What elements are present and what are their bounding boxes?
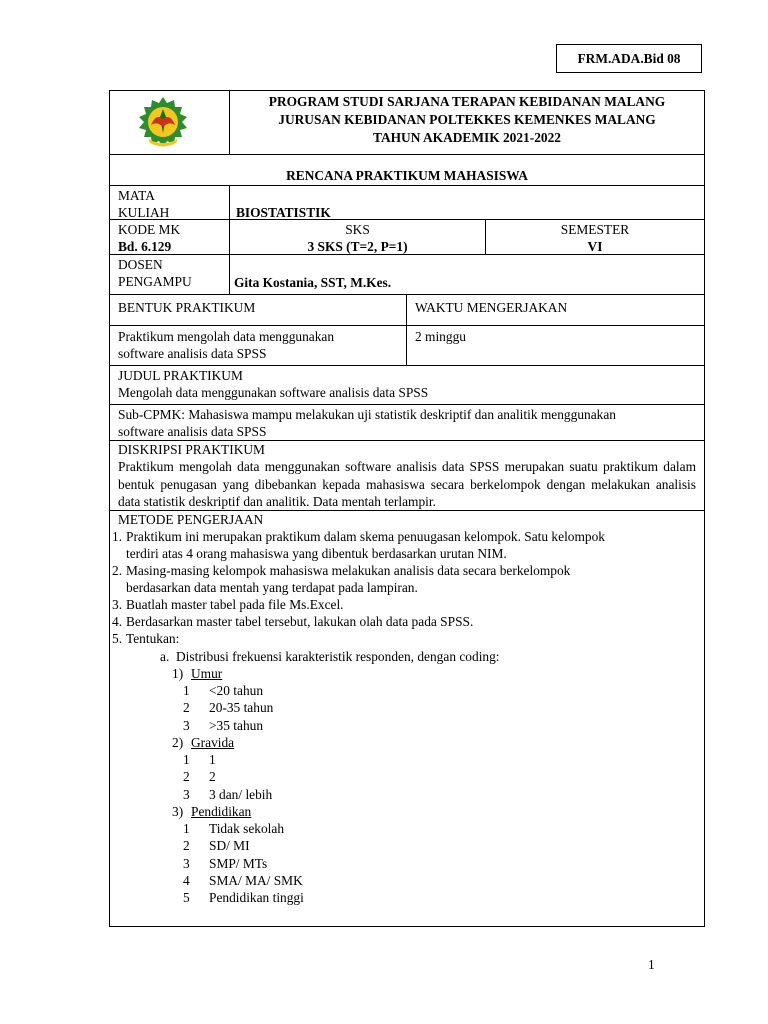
kemenkes-logo-icon (134, 95, 192, 151)
semester-value: VI (587, 239, 603, 254)
mata-kuliah-label-2: KULIAH (118, 205, 170, 220)
sks-label: SKS (345, 222, 370, 237)
sub-a-num: a. (160, 649, 170, 664)
page-number: 1 (648, 957, 655, 972)
group-umur-num: 1) (172, 666, 184, 681)
umur-text-3: >35 tahun (209, 718, 264, 733)
metode-section (110, 511, 704, 926)
metode-label: METODE PENGERJAAN (118, 512, 264, 527)
institution-heading (229, 91, 704, 154)
semester-cell (485, 220, 704, 254)
pendidikan-text-5: Pendidikan tinggi (209, 890, 304, 905)
pendidikan-code-3: 3 (183, 856, 190, 871)
logo-cell (110, 91, 229, 154)
header-line-1: PROGRAM STUDI SARJANA TERAPAN KEBIDANAN MALANG (268, 94, 666, 109)
pendidikan-code-1: 1 (183, 821, 190, 836)
sks-value: 3 SKS (T=2, P=1) (307, 239, 408, 254)
subcpmk-line-1: Sub-CPMK: Mahasiswa mampu melakukan uji statistik deskriptif dan analitik menggunakan (118, 407, 616, 422)
deskripsi-text: Praktikum mengolah data menggunakan software analisis data SPSS merupakan suatu praktikum dalam bentuk penugasan yang dibebankan kepada mahasiswa secara berkelompok dengan melakukan analisis data statistik deskriptif dan analitik. Data mentah terlampir. (118, 459, 696, 509)
step-1-line-1: Praktikum ini merupakan praktikum dalam skema penuugasan kelompok. Satu kelompok (126, 529, 605, 544)
header-line-2: JURUSAN KEBIDANAN POLTEKKES KEMENKES MALANG (278, 112, 656, 127)
judul-row (110, 366, 704, 405)
step-1-line-2: terdiri atas 4 orang mahasiswa yang dibentuk berdasarkan urutan NIM. (126, 546, 507, 561)
kode-mk-value: Bd. 6.129 (118, 239, 172, 254)
dosen-label-2: PENGAMPU (118, 274, 192, 289)
header-line-3: TAHUN AKADEMIK 2021-2022 (373, 130, 561, 145)
bentuk-value-line-2: software analisis data SPSS (118, 346, 267, 361)
bentuk-waktu-value-row (110, 326, 704, 366)
gravida-code-1: 1 (183, 752, 190, 767)
mata-kuliah-value: BIOSTATISTIK (229, 186, 704, 219)
mata-kuliah-label-1: MATA (118, 188, 155, 203)
pendidikan-code-2: 2 (183, 838, 190, 853)
mata-kuliah-row (110, 186, 704, 220)
deskripsi-label: DISKRIPSI PRAKTIKUM (118, 442, 265, 457)
bentuk-value (110, 326, 406, 365)
pendidikan-text-1: Tidak sekolah (209, 821, 285, 836)
doc-title: RENCANA PRAKTIKUM MAHASISWA (286, 168, 528, 183)
waktu-value: 2 minggu (406, 326, 704, 365)
gravida-text-3: 3 dan/ lebih (209, 787, 273, 802)
pendidikan-code-5: 5 (183, 890, 190, 905)
gravida-code-3: 3 (183, 787, 190, 802)
umur-text-2: 20-35 tahun (209, 700, 274, 715)
gravida-text-2: 2 (209, 769, 216, 784)
step-2-line-2: berdasarkan data mentah yang terdapat pada lampiran. (126, 580, 418, 595)
umur-code-1: 1 (183, 683, 190, 698)
step-3-num: 3. (112, 597, 123, 612)
dosen-label (110, 255, 229, 294)
header-row (110, 91, 704, 155)
dosen-row (110, 255, 704, 295)
bentuk-label: BENTUK PRAKTIKUM (118, 300, 256, 315)
group-pendidikan-title: Pendidikan (191, 804, 252, 819)
subcpmk-cell (110, 405, 704, 440)
kode-mk-label: KODE MK (118, 222, 181, 237)
waktu-label: WAKTU MENGERJAKAN (406, 295, 704, 325)
kode-sks-semester-row (110, 220, 704, 255)
bentuk-value-line-1: Praktikum mengolah data menggunakan (118, 329, 335, 344)
mata-kuliah-label (110, 186, 229, 219)
step-4-num: 4. (112, 614, 123, 629)
subcpmk-row (110, 405, 704, 441)
dosen-label-1: DOSEN (118, 257, 163, 272)
gravida-text-1: 1 (209, 752, 216, 767)
group-umur-title: Umur (191, 666, 223, 681)
judul-value: Mengolah data menggunakan software analisis data SPSS (118, 385, 429, 400)
pendidikan-text-3: SMP/ MTs (209, 856, 268, 871)
step-5-line-1: Tentukan: (126, 631, 180, 646)
step-2-num: 2. (112, 563, 123, 578)
pendidikan-text-4: SMA/ MA/ SMK (209, 873, 303, 888)
judul-cell (110, 366, 704, 401)
step-4-line-1: Berdasarkan master tabel tersebut, lakukan olah data pada SPSS. (126, 614, 474, 629)
kode-mk-cell (110, 220, 229, 254)
step-1-num: 1. (112, 529, 123, 544)
gravida-code-2: 2 (183, 769, 190, 784)
form-code: FRM.ADA.Bid 08 (556, 44, 702, 73)
umur-code-2: 2 (183, 700, 190, 715)
document-table (109, 90, 705, 927)
subcpmk-line-2: software analisis data SPSS (118, 424, 267, 439)
title-row (110, 155, 704, 186)
group-gravida-num: 2) (172, 735, 184, 750)
sks-cell (229, 220, 485, 254)
step-5-num: 5. (112, 631, 123, 646)
semester-label: SEMESTER (560, 222, 630, 237)
group-gravida-title: Gravida (191, 735, 235, 750)
umur-text-1: <20 tahun (209, 683, 264, 698)
step-2-line-1: Masing-masing kelompok mahasiswa melakukan analisis data secara berkelompok (126, 563, 571, 578)
bentuk-waktu-header-row (110, 295, 704, 326)
umur-code-3: 3 (183, 718, 190, 733)
group-pendidikan-num: 3) (172, 804, 184, 819)
step-3-line-1: Buatlah master tabel pada file Ms.Excel. (126, 597, 344, 612)
dosen-value: Gita Kostania, SST, M.Kes. (229, 255, 704, 294)
deskripsi-row (110, 441, 704, 511)
pendidikan-text-2: SD/ MI (209, 838, 250, 853)
sub-a-text: Distribusi frekuensi karakteristik responden, dengan coding: (176, 649, 500, 664)
judul-label: JUDUL PRAKTIKUM (118, 368, 243, 383)
pendidikan-code-4: 4 (183, 873, 190, 888)
